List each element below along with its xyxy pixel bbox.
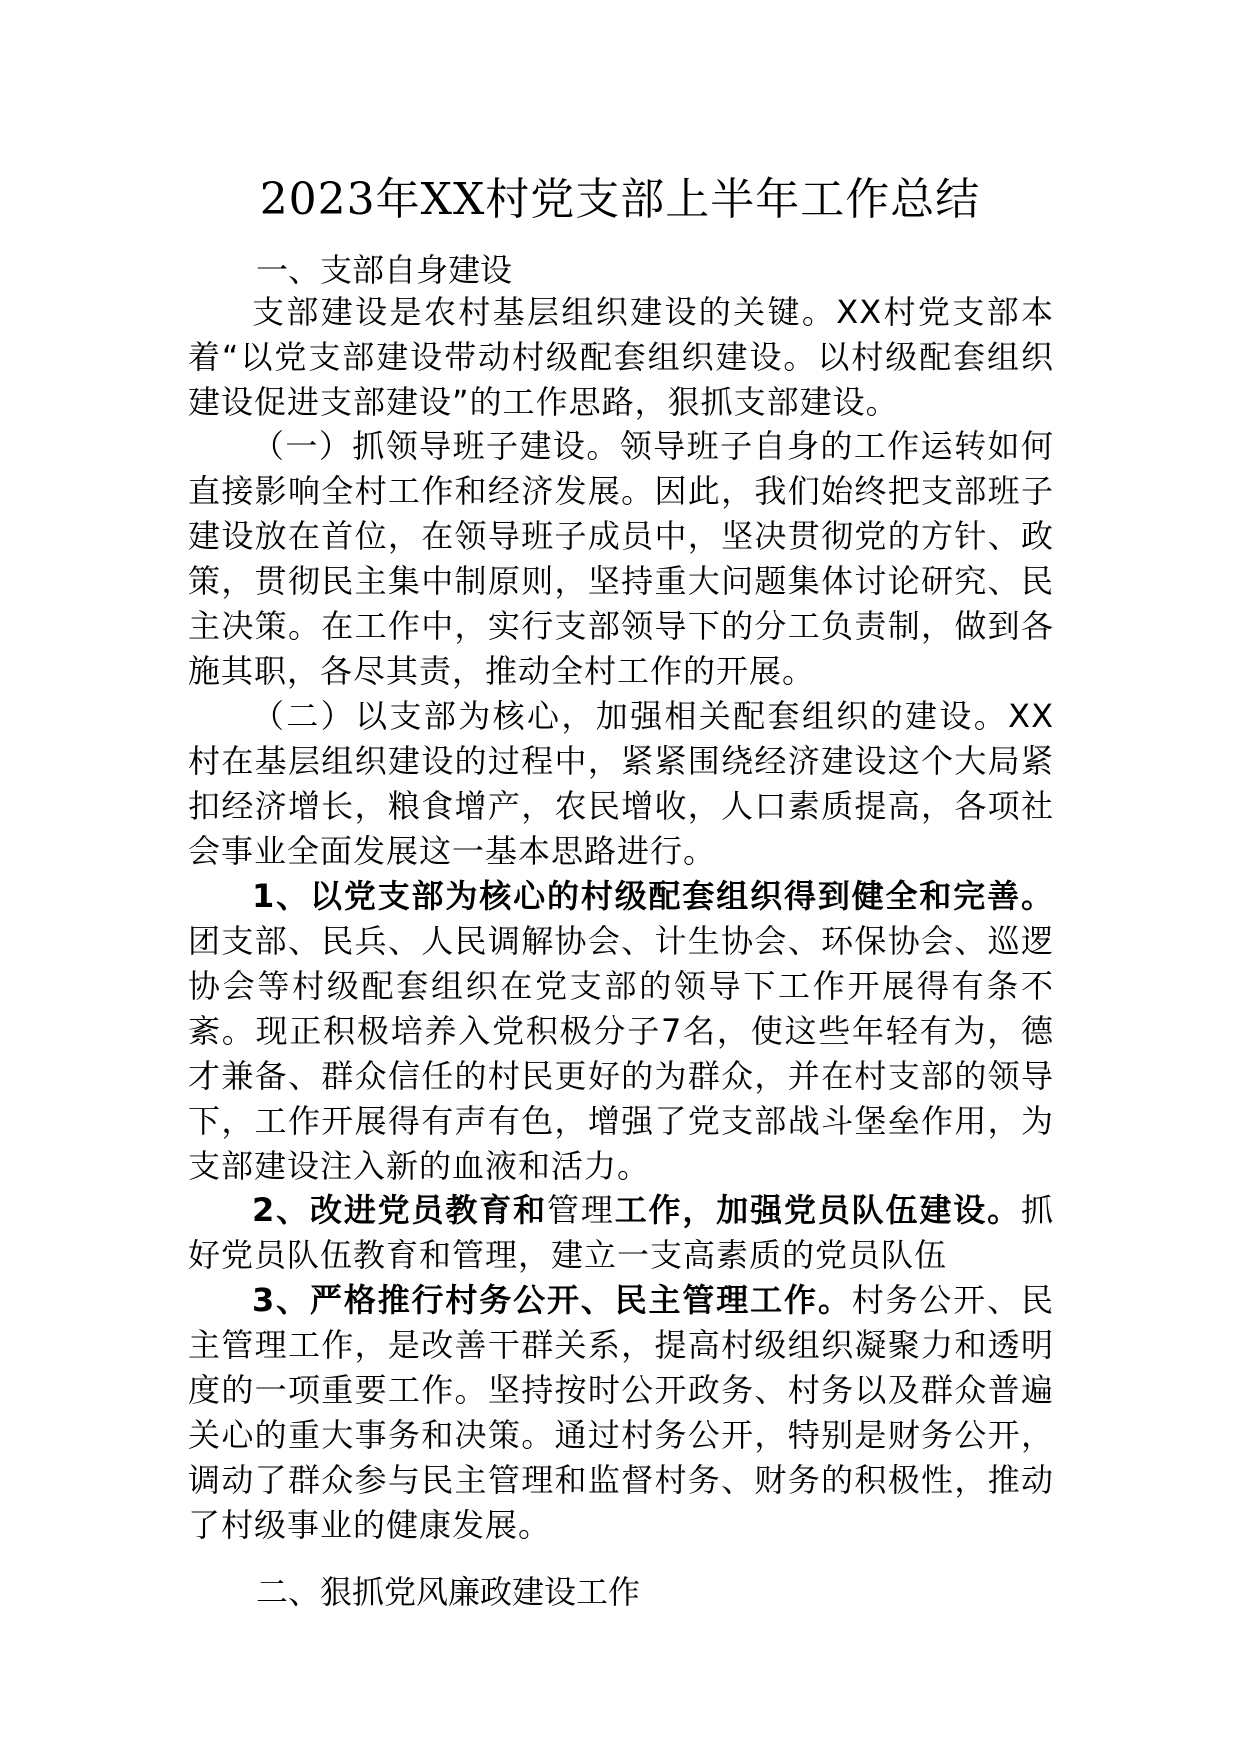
list-item-2-lead-c: 工作，加强党员队伍建设。 <box>614 1191 1021 1229</box>
paragraph-2: （一）抓领导班子建设。领导班子自身的工作运转如何直接影响全村工作和经济发展。因此，我们始终把支部班子建设放在首位，在领导班子成员中，坚决贯彻党的方针、政策，贯彻民主集中制原则，坚持重大问题集体讨论研究、民主决策。在工作中，实行支部领导下的分工负责制，做到各施其职，各尽其责，推动全村工作的开展。 <box>188 427 1054 690</box>
list-item-1-lead: 1、以党支部为核心的村级配套组织得到健全和完善。 <box>252 877 1054 915</box>
list-item-2-lead-b: 管理 <box>546 1191 615 1229</box>
list-item-3 <box>188 1278 1054 1548</box>
section-heading-2: 二、狠抓党风廉政建设工作 <box>256 1573 641 1611</box>
list-item-1 <box>188 874 1054 1189</box>
document-title: 2023年XX村党支部上半年工作总结 <box>259 174 981 225</box>
list-item-1-body: 团支部、民兵、人民调解协会、计生协会、环保协会、巡逻协会等村级配套组织在党支部的领导下工作开展得有条不紊。现正积极培养入党积极分子7名，使这些年轻有为，德才兼备、群众信任的村民更好的为群众，并在村支部的领导下，工作开展得有声有色，增强了党支部战斗堡垒作用，为支部建设注入新的血液和活力。 <box>188 922 1054 1185</box>
section-heading-1: 一、支部自身建设 <box>256 251 513 289</box>
list-item-3-body: 村务公开、民主管理工作，是改善干群关系，提高村级组织凝聚力和透明度的一项重要工作。坚持按时公开政务、村务以及群众普遍关心的重大事务和决策。通过村务公开，特别是财务公开，调动了群众参与民主管理和监督村务、财务的积极性，推动了村级事业的健康发展。 <box>188 1281 1054 1544</box>
list-item-3-lead: 3、严格推行村务公开、民主管理工作。 <box>252 1281 852 1319</box>
list-item-2-body: 抓好党员队伍教育和管理，建立一支高素质的党员队伍 <box>188 1191 1054 1274</box>
list-item-2-lead-a: 2、改进党员教育和 <box>252 1191 547 1229</box>
paragraph-3: （二）以支部为核心，加强相关配套组织的建设。XX村在基层组织建设的过程中，紧紧围绕经济建设这个大局紧扣经济增长，粮食增产，农民增收，人口素质提高，各项社会事业全面发展这一基本思路进行。 <box>188 697 1054 870</box>
list-item-2 <box>188 1188 1054 1278</box>
paragraph-1: 支部建设是农村基层组织建设的关键。XX村党支部本着“以党支部建设带动村级配套组织建设。以村级配套组织建设促进支部建设”的工作思路，狠抓支部建设。 <box>188 293 1054 421</box>
